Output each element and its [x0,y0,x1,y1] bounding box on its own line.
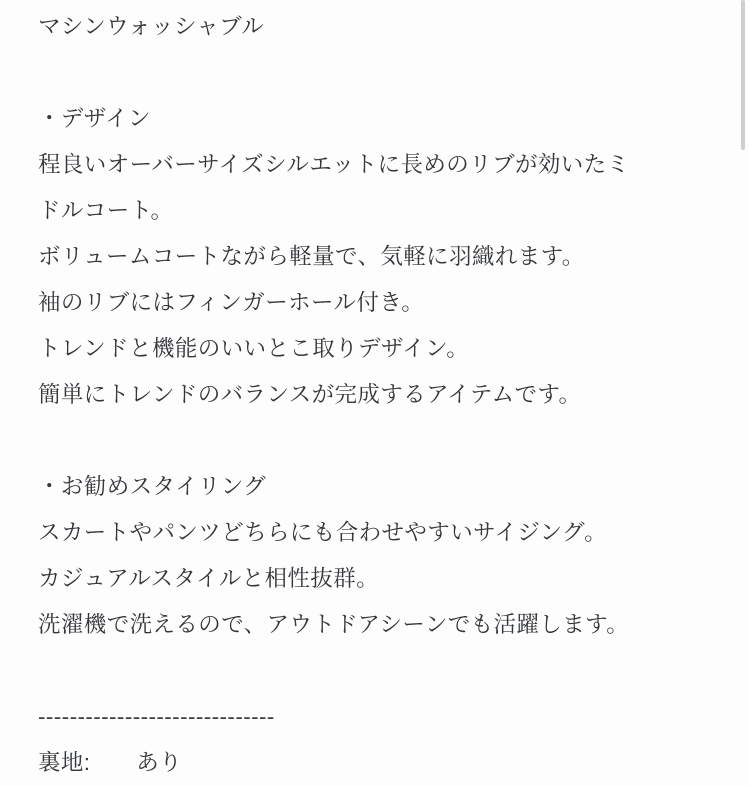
text-line-styling-heading: ・お勧めスタイリング [38,474,267,499]
document-text-body [38,4,711,786]
text-line-design-4: 袖のリブにはフィンガーホール付き。 [38,290,425,315]
text-line-styling-2: カジュアルスタイルと相性抜群。 [38,566,380,591]
text-line-styling-3: 洗濯機で洗えるので、アウトドアシーンでも活躍します。 [38,612,630,637]
text-line-blank-2 [38,418,711,464]
text-line-design-1: 程良いオーバーサイズシルエットに長めのリブが効いたミ [38,152,630,177]
text-line-machine-washable: マシンウォッシャブル [38,14,265,39]
text-line-design-2: ドルコート。 [38,198,174,223]
text-line-blank-1 [38,50,711,96]
text-line-design-5: トレンドと機能のいいとこ取りデザイン。 [38,336,470,361]
text-line-design-heading: ・デザイン [38,106,151,131]
text-line-lining-spec: 裏地: あり [38,750,183,775]
scrollbar-thumb[interactable] [741,0,745,150]
text-line-styling-1: スカートやパンツどちらにも合わせやすいサイジング。 [38,520,608,545]
text-line-design-3: ボリュームコートながら軽量で、気軽に羽織れます。 [38,244,585,269]
scrollbar-track[interactable] [743,0,747,749]
text-line-divider: ------------------------------ [38,704,275,729]
text-line-design-6: 簡単にトレンドのバランスが完成するアイテムです。 [38,382,582,407]
text-line-blank-3 [38,648,711,694]
